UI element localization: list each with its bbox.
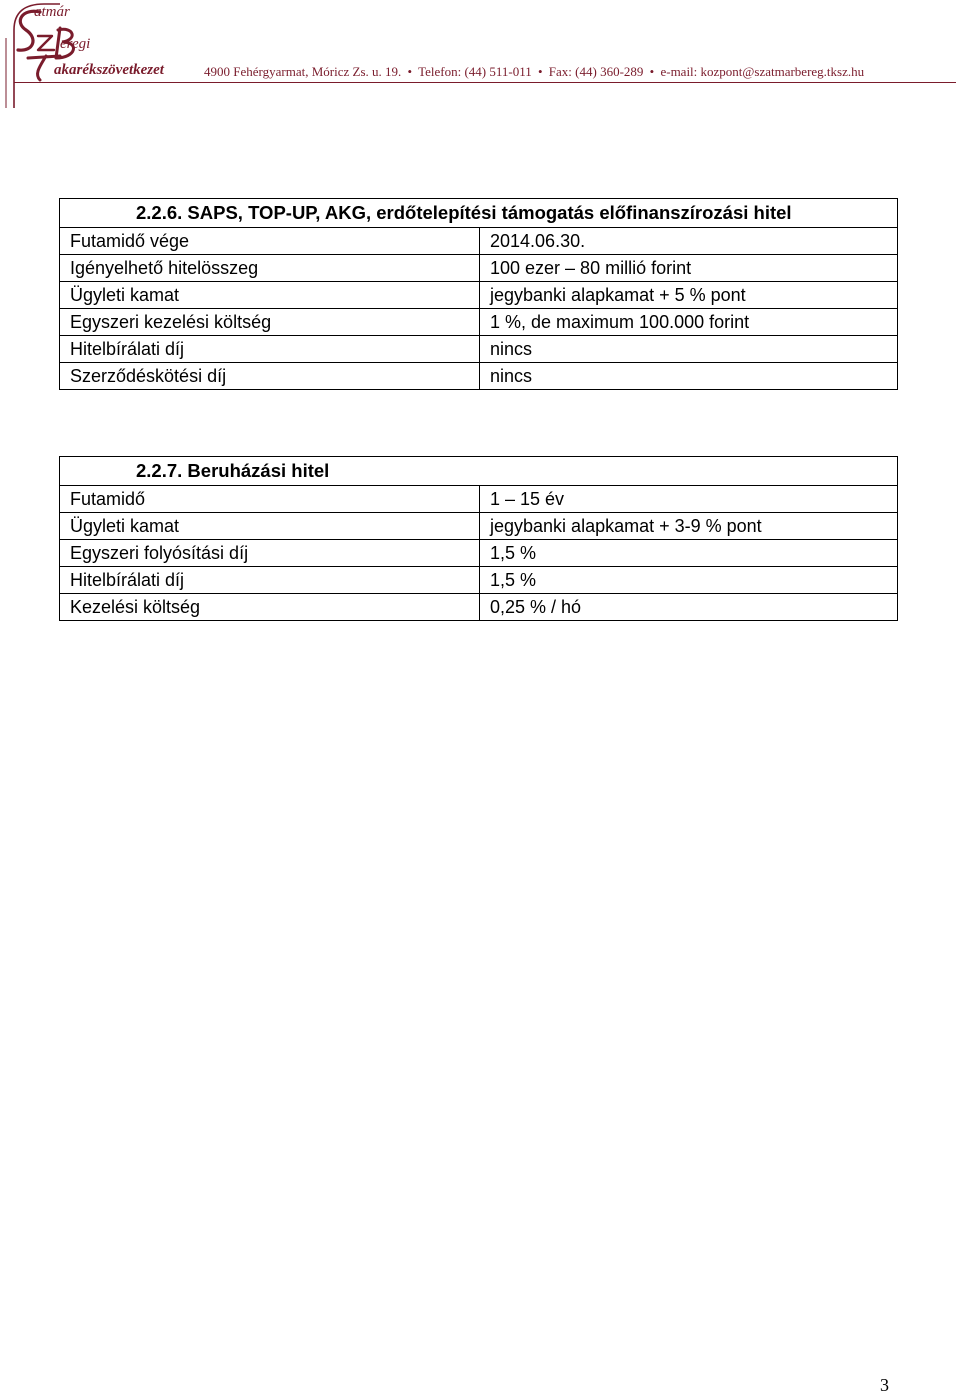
logo-text-takarekszovetkezet: akarékszövetkezet <box>54 62 164 78</box>
row-label: Ügyleti kamat <box>60 513 480 540</box>
row-value: 1 – 15 év <box>480 486 898 513</box>
logo-text-satmar: atmár <box>34 4 70 20</box>
section-title: 2.2.6. SAPS, TOP-UP, AKG, erdőtelepítési támogatás előfinanszírozási hitel <box>60 199 898 228</box>
row-value: 0,25 % / hó <box>480 594 898 621</box>
row-label: Hitelbírálati díj <box>60 336 480 363</box>
row-label: Ügyleti kamat <box>60 282 480 309</box>
table-title-row <box>60 457 898 486</box>
logo-text-beregi: eregi <box>60 36 91 52</box>
row-label: Szerződéskötési díj <box>60 363 480 390</box>
row-value: nincs <box>480 363 898 390</box>
table-row <box>60 513 898 540</box>
contact-info <box>204 64 864 80</box>
separator-bullet: • <box>537 64 543 79</box>
separator-bullet: • <box>407 64 413 79</box>
row-value: nincs <box>480 336 898 363</box>
table-row <box>60 228 898 255</box>
row-label: Igényelhető hitelösszeg <box>60 255 480 282</box>
table-row <box>60 336 898 363</box>
separator-bullet: • <box>649 64 655 79</box>
table-row <box>60 486 898 513</box>
loan-table-beruhazasi <box>59 456 898 621</box>
row-value: 1,5 % <box>480 540 898 567</box>
table-title-row <box>60 199 898 228</box>
table-row <box>60 255 898 282</box>
contact-email[interactable]: e-mail: kozpont@szatmarbereg.tksz.hu <box>660 64 865 79</box>
row-label: Egyszeri folyósítási díj <box>60 540 480 567</box>
section-title: 2.2.7. Beruházási hitel <box>60 457 898 486</box>
row-label: Futamidő vége <box>60 228 480 255</box>
table-row <box>60 309 898 336</box>
row-label: Hitelbírálati díj <box>60 567 480 594</box>
row-value: 1 %, de maximum 100.000 forint <box>480 309 898 336</box>
page-number: 3 <box>880 1375 889 1395</box>
contact-fax: Fax: (44) 360-289 <box>548 64 644 79</box>
company-logo <box>0 0 200 112</box>
table-row <box>60 282 898 309</box>
row-value: 1,5 % <box>480 567 898 594</box>
letterhead <box>0 0 960 112</box>
row-label: Kezelési költség <box>60 594 480 621</box>
table-row <box>60 567 898 594</box>
row-label: Egyszeri kezelési költség <box>60 309 480 336</box>
row-label: Futamidő <box>60 486 480 513</box>
contact-address: 4900 Fehérgyarmat, Móricz Zs. u. 19. <box>204 64 402 79</box>
table-row <box>60 540 898 567</box>
header-divider <box>14 82 956 83</box>
table-row <box>60 594 898 621</box>
loan-table-saps <box>59 198 898 390</box>
row-value: jegybanki alapkamat + 5 % pont <box>480 282 898 309</box>
contact-phone: Telefon: (44) 511-011 <box>418 64 532 79</box>
row-value: 2014.06.30. <box>480 228 898 255</box>
row-value: 100 ezer – 80 millió forint <box>480 255 898 282</box>
row-value: jegybanki alapkamat + 3-9 % pont <box>480 513 898 540</box>
table-row <box>60 363 898 390</box>
